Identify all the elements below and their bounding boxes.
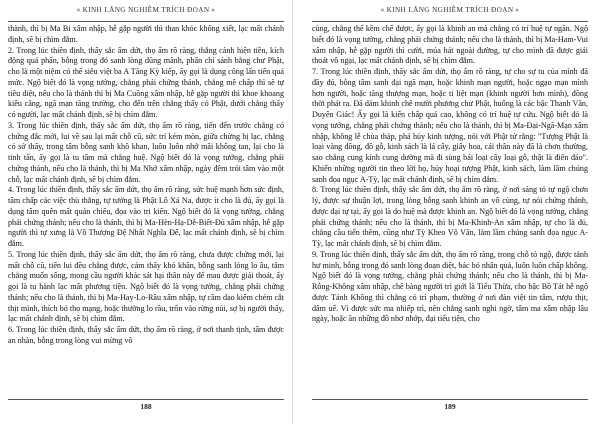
- right-page-number: 189: [444, 402, 456, 411]
- right-page-body: [312, 24, 588, 394]
- left-paragraph-3: 3. Trong lúc thiền định, thấy sắc ấm dứt, thọ ấm rõ ràng, tiến đến trước chẳng có chứng đắc mới, lui về sau lại mất chỗ cũ, sức trí kém mòn, giữa chừng bị lạc, chẳng có sở thấy, trong tâm bỗng sanh khô khan, luôn luôn nhớ mãi không tan, lại cho là tinh tấn, ấy gọi là tu tâm mà chẳng huệ. Ngộ biết đó là vọng tưởng, chẳng phải chứng thánh, nếu cho là thánh, thì bị Ma Nhớ xâm nhập, ngày đêm trói tâm vào một chỗ, lạc mất chánh định, sẽ bị chìm đắm.: [8, 120, 284, 184]
- right-paragraph-1: cùng, chẳng thể kềm chế được, ấy gọi là khinh an mà chẳng có trí huệ tự ngăn. Ngộ biết đó là vọng tưởng, chẳng phải chứng thánh; nếu cho là thánh, thì bị Ma-Ham-Vui xâm nhập, hễ gặp người thì cười, múa hát ngoài đường, tự cho mình đã được giải thoát vô ngại, lạc mất chánh định, sẽ bị chìm đắm.: [312, 24, 588, 66]
- left-page-body: [8, 24, 284, 394]
- right-paragraph-2: 7. Trong lúc thiền định, thấy sắc ấm dứt, thọ ấm rõ ràng, tự cho sự tu của mình đã đầy đủ, bỗng tâm sanh đại ngã mạn, hoặc khinh mạn người, hoặc ngạo mạn mình hơn người, hoặc tăng thượng mạn, hoặc ti liệt mạn (khinh người hơn mình), đồng thời phát ra. Đã dám khinh chê mười phương chư Phật, huống là các bậc Thanh Văn, Duyên Giác! Ấy gọi là kiến chấp quá cao, không có trí huệ tự cứu. Ngộ biết đó là vọng tưởng, chẳng phải chứng thánh; nếu cho là thánh, thì bị Ma-Đại-Ngã-Mạn xâm nhập, không lễ chùa tháp, phá hủy kinh tượng, nói với Phật tử rằng: "Tượng Phật là loại vàng đồng, đồ gỗ, kinh sách là lá cây, giấy hoa, cái thân này đã là chơn thường, sao chẳng cung kính cung dường mà đi sùng bái loại cây loại gỗ, thật là điên đảo". Khiến những người tin theo lời họ, hủy hoại tượng Phật, kinh sách, làm lầm chúng sanh đọa ngục A-Tỳ, lạc mất chánh định, sẽ bị chìm đắm.: [312, 67, 588, 184]
- right-page-header: [312, 5, 588, 22]
- left-paragraph-4: 4. Trong lúc thiền định, thấy sắc ấm dứt, thọ ấm rõ ràng, sức huệ mạnh hơn sức định, tâm chấp các việc thù thắng, tự tưởng là Phật Lô Xá Na, được ít cho là đủ, ấy gọi là dụng tâm quên mất quán chiếu, đọa vào tri kiến. Ngộ biết đó là vọng tưởng, chẳng phải chứng thánh; nếu cho là thánh, thì bị Ma-Hèn-Hạ-Dễ-Biết-Đủ xâm nhập, hễ gặp người thì tự xưng là Vô Thượng Đệ Nhất Nghĩa Đế, lạc mất chánh định, sẽ bị chìm đắm.: [8, 185, 284, 248]
- left-paragraph-5: 5. Trong lúc thiền định, thấy sắc ấm dứt, thọ ấm rõ ràng, chưa được chứng mới, lại mất chỗ cũ, tiến lui đều chẳng được, cảm thấy khó khăn, bỗng sanh lòng lo âu, tâm chẳng muốn sống, mong cầu người khác sát hại thân này để mau được giải thoát, ấy gọi là tu hành lạc mất phương tiện. Ngộ biết đó là vọng tưởng, chẳng phải chứng thánh; nếu cho là thánh, thì bị Ma-Hay-Lo-Rầu xâm nhập, tự cầm dao kiếm chém cắt thịt mình, thích bỏ thọ mạng, hoặc thường lo rầu, trốn vào rừng núi, sợ bị người thấy, lạc mất chánh định, sẽ bị chìm đắm.: [8, 249, 284, 324]
- left-page-header: [8, 5, 284, 22]
- right-page-footer: [312, 399, 588, 414]
- left-paragraph-6: 6. Trong lúc thiền định, thấy sắc ấm dứt, thọ ấm rõ ràng, ở nơi thanh tịnh, tâm được an nhàn, bỗng trong lòng vui mừng vô: [8, 325, 284, 345]
- right-paragraph-4: 9. Trong lúc thiền định, thấy sắc ấm dứt, thọ ấm rõ ràng, trong chỗ tỏ ngộ, được tánh hư minh, bỗng trong đó sanh lòng đoạn diệt, bác bỏ nhân quả, luôn luôn chấp không. Ngộ biết đó là vọng tưởng, chẳng phải chứng thánh; nếu cho là thánh, thì bị Ma-Rỗng-Không xâm nhập, chê bàng người trì giới là Tiểu Thừa, cho bậc Bồ Tát hễ ngộ được Tánh Không thì chẳng có trì phạm, thường ở nơi đàn việt tin tâm, rượu thịt, dâm uế. Vì được sức ma nhiếp trì, nên chẳng sanh nghi ngờ, tâm ma xâm nhập lâu ngày, hoặc ăn những đồ nhơ nhớp, đại tiểu tiện, cho: [312, 249, 588, 324]
- left-page-footer: [8, 399, 284, 414]
- right-page: [304, 0, 596, 424]
- left-page-number: 188: [140, 402, 152, 411]
- right-paragraph-3: 8. Trong lúc thiền định, thấy sắc ấm dứt, thọ ấm rõ ràng, ở nơi sáng tỏ tự ngộ chơn lý, được sự thuận lợi, trong lòng bỗng sanh khinh an vô cùng, tự nói chứng thánh, được đại tự tại, ấy gọi là do huệ mà được khinh an. Ngộ biết đó là vọng tưởng, chẳng phải chứng thánh; nếu cho là thánh, thì bị Ma-Khinh-An xâm nhập, tự cho là đủ, chẳng cầu tiến thêm, cũng như Tỳ Kheo Vô Văn, làm lầm chúng sanh đọa ngục A-Tỳ, lạc mất chánh định, sẽ bị chìm đắm.: [312, 185, 588, 248]
- right-header-title: « KINH LĂNG NGHIÊM TRÍCH ĐOẠN »: [312, 6, 588, 14]
- left-paragraph-1: thành, thì bị Ma Bi xâm nhập, hễ gặp người thì than khóc không xiết, lạc mất chánh định, sẽ bị chìm đắm.: [8, 24, 284, 44]
- left-header-title: « KINH LĂNG NGHIÊM TRÍCH ĐOẠN »: [8, 6, 284, 14]
- left-paragraph-2: 2. Trong lúc thiền định, thấy sắc ấm dứt, thọ ấm rõ ràng, thắng cảnh hiện tiền, kích động quá phấn, bỗng trong đó sanh lòng dũng mãnh, phấn chí sánh bằng chư Phật, cho là một niệm có thể siêu việt ba A Tăng Kỳ kiếp, ấy gọi là dụng công lấn tiến quá mức. Ngộ biết đó là vọng tưởng, chẳng phải chứng thánh, chẳng mê chấp thì sẽ tự tiêu diệt, nếu cho là thánh thì bị Ma Cuồng xâm nhập, hễ gặp người thì khoe khoang kiêu căng, ngã mạn tăng trưởng, cho đến trên chẳng thấy có Phật, dưới chẳng thấy có người, lạc mất chánh định, sẽ bị chìm đắm.: [8, 45, 284, 119]
- left-page: [0, 0, 293, 424]
